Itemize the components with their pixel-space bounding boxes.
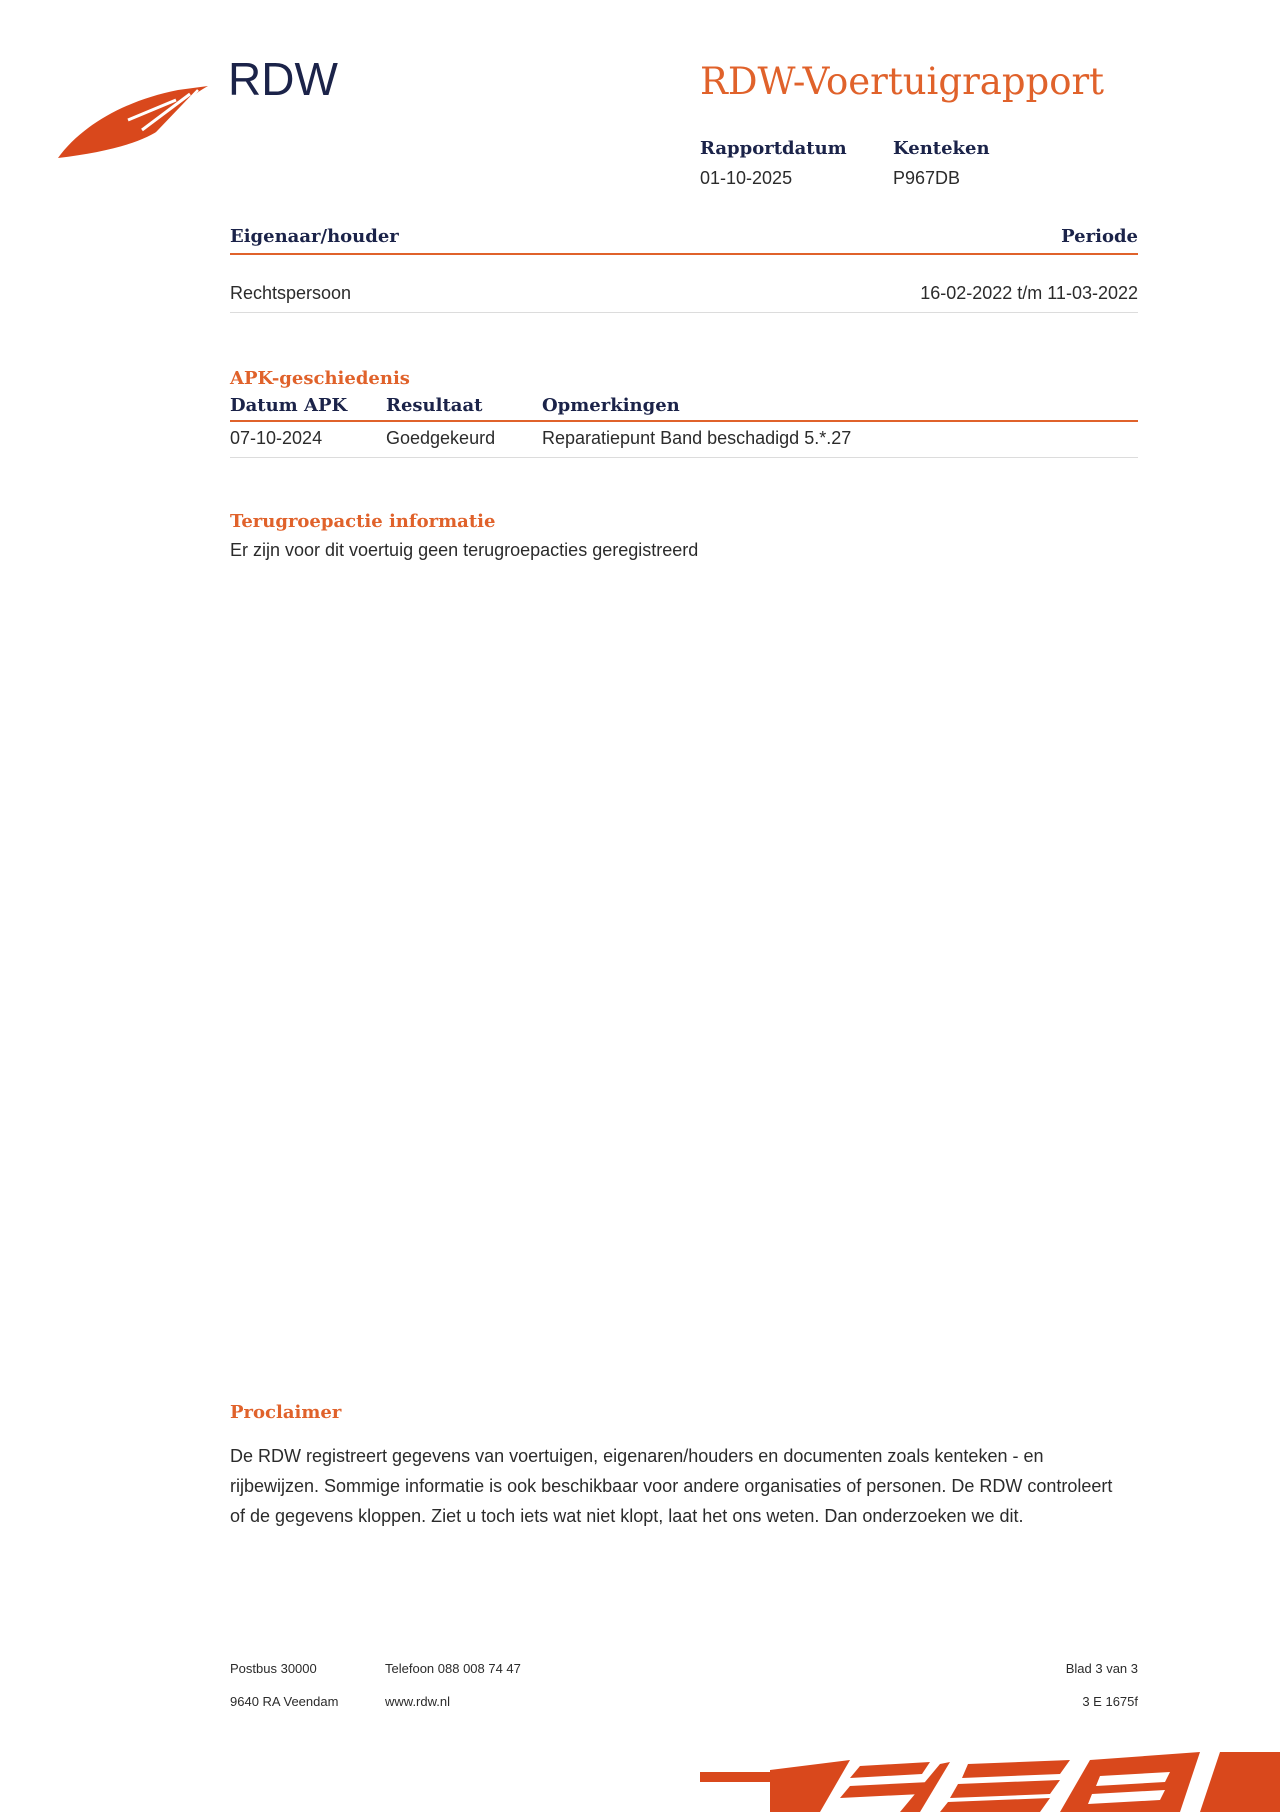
period-column-header: Periode [1061, 226, 1138, 247]
apk-section [230, 368, 1138, 458]
footer-postbus: Postbus 30000 [230, 1661, 317, 1676]
header-divider [230, 253, 1138, 255]
footer-page-number: Blad 3 van 3 [1065, 1661, 1138, 1676]
document-title: RDW-Voertuigrapport [700, 60, 1105, 103]
owner-column-header: Eigenaar/houder [230, 226, 399, 247]
owner-value: Rechtspersoon [230, 283, 352, 303]
apk-remarks-header: Opmerkingen [542, 395, 680, 416]
rdw-logo-icon [58, 80, 208, 162]
proclaimer-text: De RDW registreert gegevens van voertuigen, eigenaren/houders en documenten zoals kenteken - en rijbewijzen. Sommige informatie is ook beschikbaar voor andere organisaties of personen. De RDW controleert of de gegevens kloppen. Ziet u toch iets wat niet klopt, laat het ons weten. Dan onderzoeken we dit. [230, 1446, 1113, 1526]
recall-section [230, 511, 1138, 561]
recall-text: Er zijn voor dit voertuig geen terugroepacties geregistreerd [230, 540, 699, 560]
table-row [230, 283, 1138, 304]
apk-result: Goedgekeurd [386, 428, 496, 448]
footer-website[interactable]: www.rdw.nl [385, 1694, 451, 1709]
rapportdatum-value: 01-10-2025 [700, 168, 793, 188]
apk-table-header [230, 395, 1138, 416]
footer-phone: Telefoon 088 008 74 47 [385, 1661, 521, 1676]
apk-result-header: Resultaat [386, 395, 483, 416]
kenteken-label: Kenteken [893, 138, 990, 159]
logo-text: RDW [228, 53, 338, 105]
owner-section [230, 226, 1138, 313]
footer-city: 9640 RA Veendam [230, 1694, 339, 1709]
footer-code: 3 E 1675f [1082, 1694, 1138, 1709]
apk-remarks: Reparatiepunt Band beschadigd 5.*.27 [542, 428, 852, 448]
rapportdatum-label: Rapportdatum [700, 138, 847, 159]
decorative-stripes-icon [700, 1752, 1280, 1812]
row-divider [230, 312, 1138, 313]
apk-date-header: Datum APK [230, 395, 348, 416]
header-divider [230, 420, 1138, 422]
proclaimer-section [230, 1402, 1138, 1531]
table-row [230, 428, 1138, 449]
period-value: 16-02-2022 t/m 11-03-2022 [920, 283, 1138, 303]
row-divider [230, 457, 1138, 458]
apk-section-title: APK-geschiedenis [230, 368, 410, 389]
kenteken-value: P967DB [893, 168, 961, 188]
recall-section-title: Terugroepactie informatie [230, 511, 496, 532]
proclaimer-title: Proclaimer [230, 1402, 342, 1423]
apk-date: 07-10-2024 [230, 428, 323, 448]
